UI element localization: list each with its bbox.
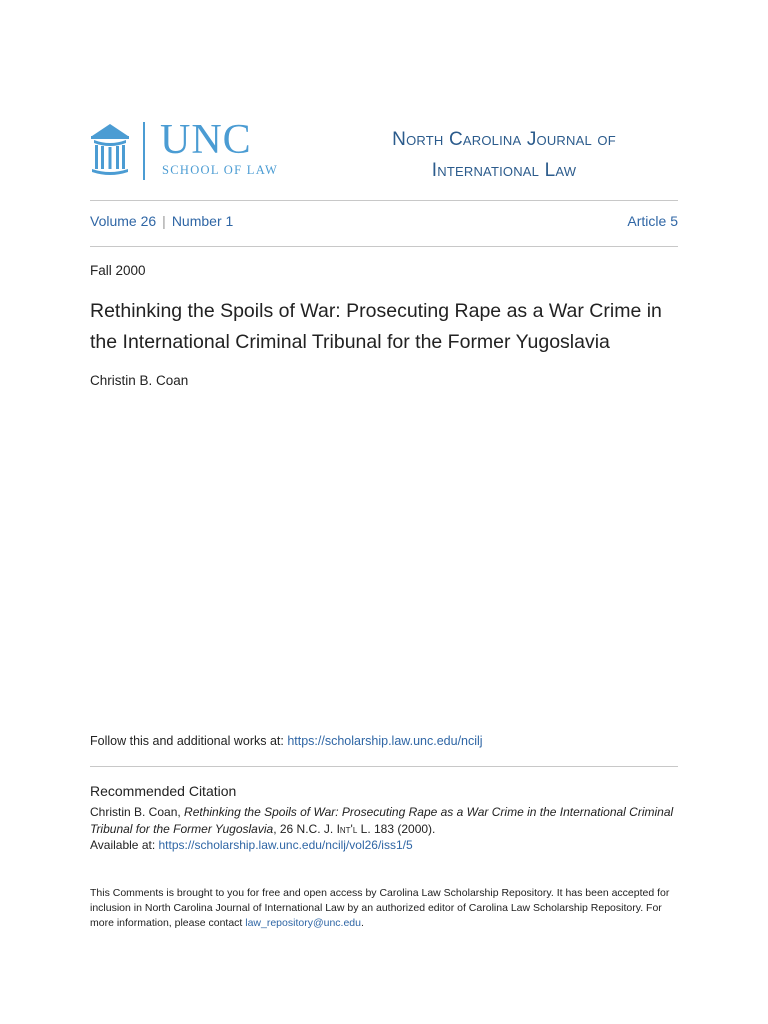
article-link[interactable]: Article 5 — [627, 213, 678, 229]
journal-title-line2: International Law — [431, 160, 577, 181]
citation-author: Christin B. Coan, — [90, 805, 185, 819]
unc-law-logo[interactable] — [90, 117, 290, 182]
journal-title[interactable] — [358, 124, 650, 186]
follow-line — [90, 734, 483, 748]
header-divider — [90, 200, 678, 201]
citation-text — [90, 804, 680, 838]
old-well-icon — [90, 122, 130, 178]
volume-link[interactable]: Volume 26 — [90, 213, 157, 229]
journal-title-line1: North Carolina Journal of — [392, 129, 616, 150]
article-title: Rethinking the Spoils of War: Prosecuting Rape as a War Crime in the International Criminal Tribunal for the Former Yugoslavia — [90, 300, 662, 353]
logo-wordmark: UNC — [160, 117, 252, 163]
citation-source-smallcaps: Int'l — [336, 822, 358, 836]
collection-link[interactable]: https://scholarship.law.unc.edu/ncilj — [287, 734, 483, 748]
issue-bar — [90, 213, 678, 233]
article-info — [627, 213, 678, 229]
logo-divider — [143, 122, 145, 180]
notice-text: This Comments is brought to you for free and open access by Carolina Law Scholarship Repository. It has been accepted for inclusion in North Carolina Journal of International Law by an authorized editor of Carolina Law Scholarship Repository. For more information, please contact — [90, 887, 670, 929]
citation-source: , 26 N.C. J. — [273, 822, 337, 836]
issue-separator: | — [162, 213, 166, 229]
issue-divider — [90, 246, 678, 247]
citation-source-end: L. 183 (2000). — [357, 822, 436, 836]
number-link[interactable]: Number 1 — [171, 213, 234, 229]
article-url-link[interactable]: https://scholarship.law.unc.edu/ncilj/vol26/iss1/5 — [158, 838, 413, 852]
citation-divider — [90, 766, 678, 767]
access-notice — [90, 886, 670, 931]
citation-title: Rethinking the Spoils of War: Prosecuting Rape as a War Crime in the International Criminal Tribunal for the Former Yugoslavia — [90, 805, 674, 836]
contact-email-link[interactable]: law_repository@unc.edu — [245, 917, 361, 929]
publication-date: Fall 2000 — [90, 263, 146, 278]
header — [90, 117, 678, 190]
available-line — [90, 838, 413, 852]
issue-info — [90, 213, 233, 229]
citation-heading: Recommended Citation — [90, 783, 237, 799]
notice-end: . — [360, 917, 364, 929]
follow-label: Follow this and additional works at: — [90, 734, 288, 748]
article-author: Christin B. Coan — [90, 373, 189, 388]
logo-subtitle: SCHOOL OF LAW — [162, 163, 279, 177]
available-label: Available at: — [90, 838, 159, 852]
